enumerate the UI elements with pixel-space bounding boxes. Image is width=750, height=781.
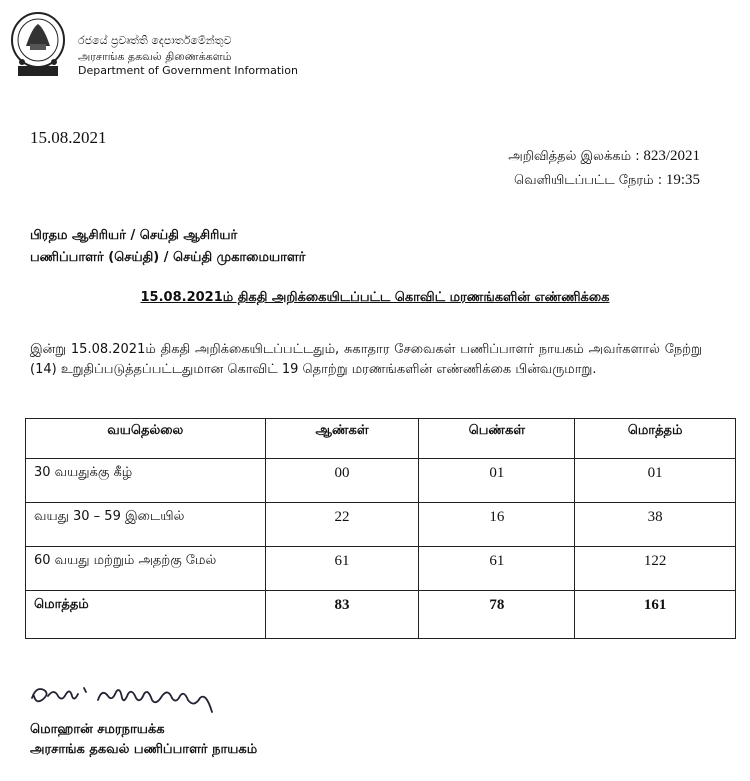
addressee-line-2: பணிப்பாளர் (செய்தி) / செய்தி முகாமையாளர் [30,250,306,265]
female-cell: 61 [419,547,575,591]
total-cell: 122 [575,547,736,591]
dept-name-sinhala: රජයේ ප්‍රවෘත්ති දෙපාර්තමේන්තුව [78,34,232,47]
header-age-range: வயதெல்லை [26,419,266,459]
total-cell: 38 [575,503,736,547]
female-cell: 16 [419,503,575,547]
notice-number-label: அறிவித்தல் இலக்கம் : [508,149,640,164]
government-emblem-icon [8,10,68,80]
female-total-cell: 78 [419,591,575,639]
age-range-cell: 30 வயதுக்கு கீழ் [26,459,266,503]
document-date: 15.08.2021 [30,128,107,147]
male-cell: 61 [265,547,419,591]
header-male: ஆண்கள் [265,419,419,459]
total-cell: 01 [575,459,736,503]
covid-deaths-table [25,418,736,639]
table-header-row [26,419,736,459]
release-time-line [514,172,700,189]
total-label-cell: மொத்தம் [26,591,266,639]
table-row [26,547,736,591]
signatory-name: மொஹான் சமரநாயக்க [30,722,165,737]
release-time: 19:35 [665,172,700,188]
dept-name-english: Department of Government Information [78,64,298,77]
table-total-row [26,591,736,639]
document-heading: 15.08.2021ம் திகதி அறிக்கையிடப்பட்ட கொவிட் மரணங்களின் எண்ணிக்கை [140,290,610,305]
notice-number-line [508,148,700,165]
table-row [26,503,736,547]
age-range-cell: வயது 30 – 59 இடையில் [26,503,266,547]
signatory-title: அரசாங்க தகவல் பணிப்பாளர் நாயகம் [30,742,258,757]
male-total-cell: 83 [265,591,419,639]
header-female: பெண்கள் [419,419,575,459]
age-range-cell: 60 வயது மற்றும் அதற்கு மேல் [26,547,266,591]
table-row [26,459,736,503]
release-time-label: வெளியிடப்பட்ட நேரம் : [514,173,663,188]
male-cell: 00 [265,459,419,503]
male-cell: 22 [265,503,419,547]
handwritten-signature [28,678,228,718]
notice-number: 823/2021 [643,148,700,164]
header-total: மொத்தம் [575,419,736,459]
female-cell: 01 [419,459,575,503]
dept-name-tamil: அரசாங்க தகவல் திணைக்களம் [78,50,232,63]
grand-total-cell: 161 [575,591,736,639]
addressee-line-1: பிரதம ஆசிரியர் / செய்தி ஆசிரியர் [30,228,238,243]
body-paragraph: இன்று 15.08.2021ம் திகதி அறிக்கையிடப்பட்டதும், சுகாதார சேவைகள் பணிப்பாளர் நாயகம் அவர்களால் நேற்று (14) உறுதிப்படுத்தப்பட்டதுமான கொவிட் 19 தொற்று மரணங்களின் எண்ணிக்கை பின்வருமாறு. [30,342,702,377]
